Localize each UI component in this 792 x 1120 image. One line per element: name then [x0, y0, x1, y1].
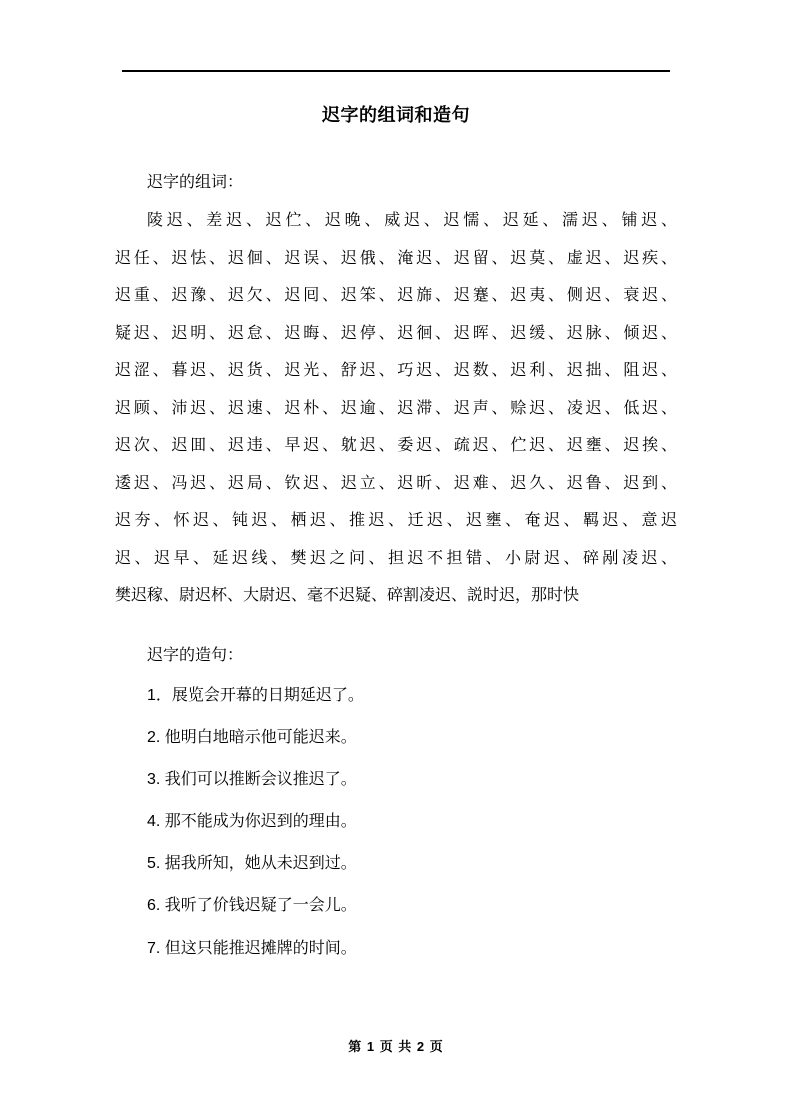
sentence-item: 5. 据我所知，她从未迟到过。: [147, 855, 357, 873]
words-section-label: 迟字的组词：: [147, 174, 244, 191]
word-line: 迟任、迟怯、迟佪、迟误、迟俄、淹迟、迟留、迟莫、虚迟、迟疾、: [115, 249, 677, 267]
page-title: 迟字的组词和造句: [322, 105, 470, 125]
word-line: 迟夯、怀迟、钝迟、栖迟、推迟、迁迟、迟壅、奄迟、羁迟、意迟: [115, 512, 677, 529]
sentence-item: 6. 我听了价钱迟疑了一会儿。: [147, 897, 357, 915]
sentence-item: 7. 但这只能推迟摊牌的时间。: [147, 939, 357, 957]
sentence-list: [115, 677, 677, 968]
word-line: 迟涩、暮迟、迟货、迟光、舒迟、巧迟、迟数、迟利、迟拙、阻迟、: [115, 362, 677, 379]
page-footer: 第 1 页 共 2 页: [348, 1039, 444, 1054]
sentences-section-label: 迟字的造句：: [147, 646, 244, 664]
word-line: 迟重、迟豫、迟欠、迟囘、迟笨、迟旆、迟蹇、迟夷、侧迟、衰迟、: [115, 287, 677, 304]
word-line: 迟、迟早、延迟线、樊迟之问、担迟不担错、小尉迟、碎剐凌迟、: [115, 549, 677, 567]
word-line: 迟顾、沛迟、迟速、迟朴、迟逾、迟滞、迟声、赊迟、凌迟、低迟、: [115, 399, 677, 417]
sentence-item: 2. 他明白地暗示他可能迟来。: [147, 728, 357, 746]
word-line: 陵迟、差迟、迟伫、迟晚、威迟、迟懦、迟延、濡迟、铺迟、: [147, 212, 677, 229]
word-line: 逶迟、冯迟、迟局、钦迟、迟立、迟昕、迟难、迟久、迟鲁、迟到、: [115, 474, 677, 492]
sentence-item: 4. 那不能成为你迟到的理由。: [147, 813, 357, 831]
word-list: [115, 202, 677, 615]
sentence-item: 3. 我们可以推断会议推迟了。: [147, 770, 357, 788]
word-line: 疑迟、迟明、迟怠、迟晦、迟停、迟徊、迟晖、迟缓、迟脉、倾迟、: [115, 324, 677, 342]
word-line: 迟次、迟囬、迟违、早迟、躭迟、委迟、疏迟、伫迟、迟壅、迟挨、: [115, 437, 677, 454]
word-line: 樊迟稼、尉迟杯、大尉迟、毫不迟疑、碎割凌迟、説时迟，那时快: [115, 587, 580, 604]
sentence-item: 1．展览会开幕的日期延迟了。: [147, 686, 364, 704]
header-rule: [122, 70, 670, 72]
